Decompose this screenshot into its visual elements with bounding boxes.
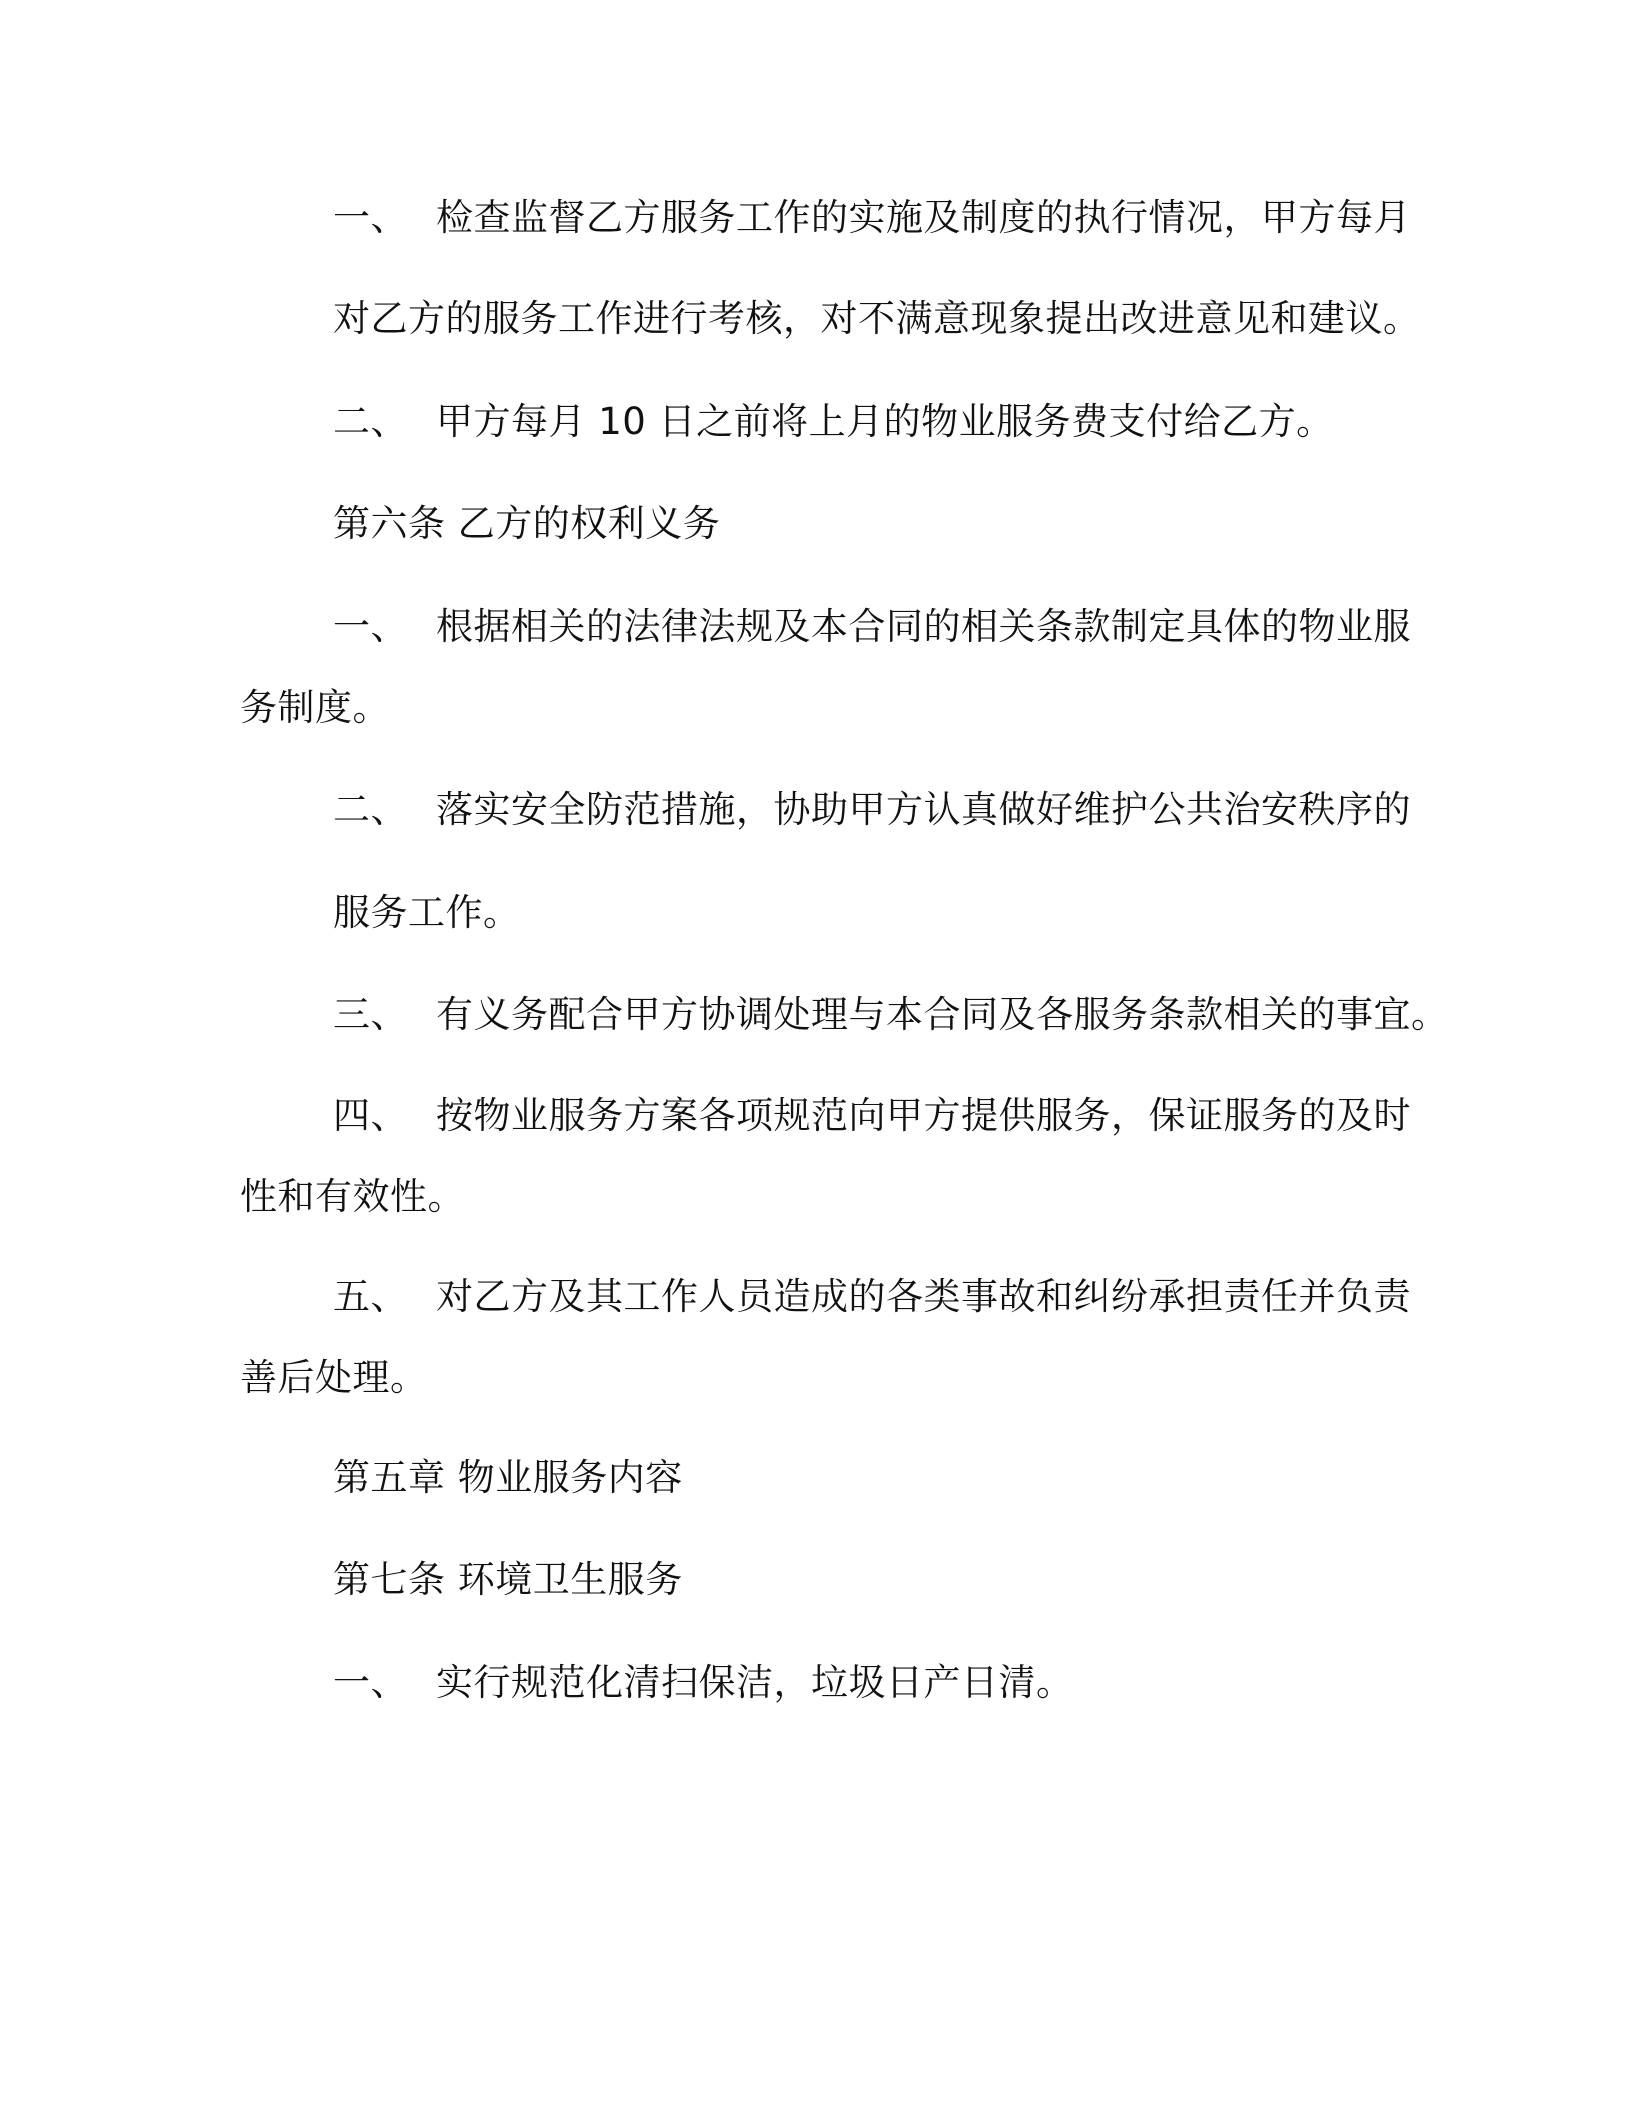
clause-item-1-line-2 (333, 295, 1421, 343)
heading-text: 第六条 乙方的权利义务 (333, 502, 721, 545)
list-marker: 一、 (333, 605, 408, 648)
article-6-item-4-line-1 (333, 1092, 1411, 1140)
clause-item-1-line-1 (333, 194, 1411, 242)
paragraph-text: 落实安全防范措施，协助甲方认真做好维护公共治安秩序的 (436, 788, 1411, 831)
paragraph-text: 性和有效性。 (240, 1175, 465, 1218)
heading-text: 第五章 物业服务内容 (333, 1456, 683, 1499)
paragraph-text: 甲方每月 10 日之前将上月的物业服务费支付给乙方。 (436, 400, 1334, 443)
article-7-item-1 (333, 1659, 1074, 1707)
list-marker: 二、 (333, 788, 408, 831)
article-6-item-3 (333, 991, 1449, 1039)
list-marker: 三、 (333, 993, 408, 1036)
clause-item-2 (333, 398, 1334, 446)
paragraph-text: 服务工作。 (333, 891, 521, 934)
list-marker: 五、 (333, 1275, 408, 1318)
paragraph-text: 对乙方的服务工作进行考核，对不满意现象提出改进意见和建议。 (333, 297, 1421, 340)
article-6-item-4-line-2 (240, 1173, 465, 1221)
article-heading-6 (333, 500, 720, 548)
heading-text: 第七条 环境卫生服务 (333, 1558, 683, 1601)
article-heading-7 (333, 1556, 683, 1604)
paragraph-text: 按物业服务方案各项规范向甲方提供服务，保证服务的及时 (436, 1094, 1411, 1137)
paragraph-text: 实行规范化清扫保洁，垃圾日产日清。 (436, 1661, 1074, 1704)
list-marker: 二、 (333, 400, 408, 443)
article-6-item-5-line-1 (333, 1273, 1411, 1321)
list-marker: 四、 (333, 1094, 408, 1137)
list-marker: 一、 (333, 196, 408, 239)
article-6-item-1-line-2 (240, 684, 390, 732)
article-6-item-5-line-2 (240, 1354, 428, 1402)
paragraph-text: 有义务配合甲方协调处理与本合同及各服务条款相关的事宜。 (436, 993, 1449, 1036)
chapter-heading-5 (333, 1454, 683, 1502)
paragraph-text: 务制度。 (240, 686, 390, 729)
paragraph-text: 对乙方及其工作人员造成的各类事故和纠纷承担责任并负责 (436, 1275, 1411, 1318)
article-6-item-2-line-2 (333, 889, 521, 937)
paragraph-text: 根据相关的法律法规及本合同的相关条款制定具体的物业服 (436, 605, 1411, 648)
list-marker: 一、 (333, 1661, 408, 1704)
paragraph-text: 善后处理。 (240, 1356, 428, 1399)
article-6-item-2-line-1 (333, 786, 1411, 834)
article-6-item-1-line-1 (333, 603, 1411, 651)
paragraph-text: 检查监督乙方服务工作的实施及制度的执行情况，甲方每月 (436, 196, 1411, 239)
